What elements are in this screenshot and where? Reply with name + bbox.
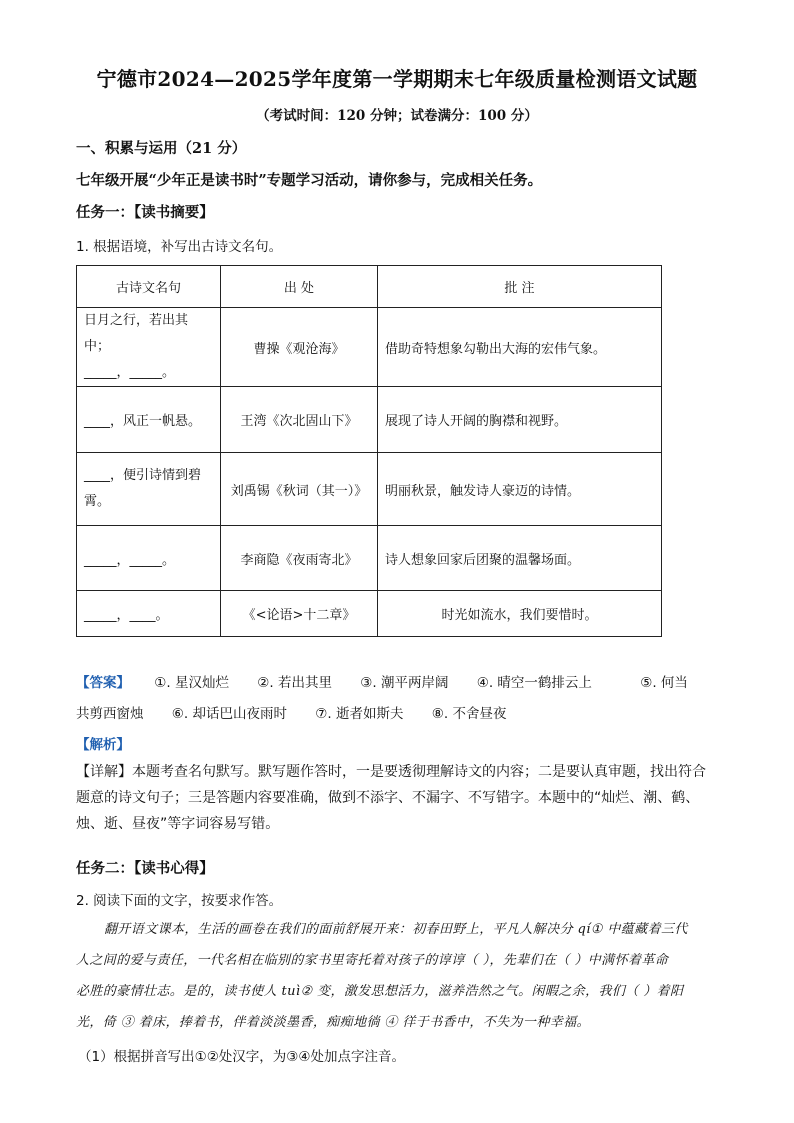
answer-item: ⑥. 却话巴山夜雨时 — [171, 706, 287, 722]
poem-line-cell: _____，_____。 — [77, 526, 221, 591]
answer-label: 【答案】 — [76, 675, 130, 691]
table-row — [77, 387, 662, 453]
answer-item: ⑤. 何当 — [640, 675, 688, 691]
note-cell: 明丽秋景，触发诗人豪迈的诗情。 — [378, 453, 662, 526]
source-cell: 李商隐《夜雨寄北》 — [221, 526, 378, 591]
table-header-row — [77, 266, 662, 308]
passage-line: 光，倚 ③ 着床，捧着书，伴着淡淡墨香，痴痴地徜 ④ 徉于书香中，不失为一种幸福。 — [76, 1015, 590, 1030]
poem-line-cell: _____，____。 — [77, 591, 221, 637]
answer-item: ②. 若出其里 — [257, 675, 332, 691]
table-row — [77, 526, 662, 591]
table-row — [77, 308, 662, 387]
poem-line-cell — [77, 453, 221, 526]
question2-prompt: 2. 阅读下面的文字，按要求作答。 — [76, 893, 283, 909]
section-heading: 一、积累与运用（21 分） — [76, 140, 247, 157]
source-cell: 刘禹锡《秋词（其一）》 — [221, 453, 378, 526]
note-cell: 诗人想象回家后团聚的温馨场面。 — [378, 526, 662, 591]
answer-line-1 — [76, 671, 694, 691]
analysis-line: 烛、逝、昼夜”等字词容易写错。 — [76, 816, 280, 832]
activity-intro: 七年级开展“少年正是读书时”专题学习活动，请你参与，完成相关任务。 — [76, 172, 543, 189]
answer-item: ①. 星汉灿烂 — [154, 675, 229, 691]
note-cell: 展现了诗人开阔的胸襟和视野。 — [378, 387, 662, 453]
poem-line: 日月之行，若出其中； — [84, 313, 189, 354]
analysis-label: 【解析】 — [76, 737, 130, 753]
source-cell: 曹操《观沧海》 — [221, 308, 378, 387]
answer-line-2 — [76, 702, 512, 722]
task2-heading: 任务二：【读书心得】 — [76, 860, 214, 877]
table-row — [77, 591, 662, 637]
poem-line-cell: ____，风正一帆悬。 — [77, 387, 221, 453]
poem-line: ____，便引诗情到碧 — [84, 468, 202, 483]
analysis-line: 【详解】本题考查名句默写。默写题作答时，一是要透彻理解诗文的内容；二是要认真审题，找出符合 — [76, 764, 706, 780]
column-header: 出 处 — [221, 266, 378, 308]
reading-passage — [76, 914, 722, 1038]
answer-item: ⑦. 逝者如斯夫 — [315, 706, 404, 722]
poem-table — [76, 265, 662, 637]
task1-heading: 任务一：【读书摘要】 — [76, 204, 214, 221]
poem-line: _____，_____。 — [84, 365, 176, 380]
source-cell: 《<论语>十二章》 — [221, 591, 378, 637]
question1-prompt: 1. 根据语境，补写出古诗文名句。 — [76, 239, 283, 255]
note-cell: 借助奇特想象勾勒出大海的宏伟气象。 — [378, 308, 662, 387]
column-header: 批 注 — [378, 266, 662, 308]
answer-item: ⑧. 不舍昼夜 — [431, 706, 507, 722]
poem-line-cell — [77, 308, 221, 387]
analysis-text — [76, 759, 716, 837]
answer-item: ③. 潮平两岸阔 — [360, 675, 449, 691]
column-header: 古诗文名句 — [77, 266, 221, 308]
passage-line: 人之间的爱与责任，一代名相在临别的家书里寄托着对孩子的谆谆（ ），先辈们在（ ）中满怀着革命 — [76, 953, 669, 968]
subquestion-1: （1）根据拼音写出①②处汉字，为③④处加点字注音。 — [78, 1049, 405, 1065]
source-cell: 王湾《次北固山下》 — [221, 387, 378, 453]
note-cell: 时光如流水，我们要惜时。 — [378, 591, 662, 637]
answer-item: 共剪西窗烛 — [76, 706, 144, 722]
table-row — [77, 453, 662, 526]
passage-line: 翻开语文课本，生活的画卷在我们的面前舒展开来：初春田野上，平凡人解决分 qí① 中蕴藏着三代 — [104, 922, 688, 937]
passage-line: 必胜的豪情壮志。是的，读书使人 tuì② 变，激发思想活力，滋养浩然之气。闲暇之余，我们（ ）着阳 — [76, 984, 684, 999]
answer-item: ④. 晴空一鹤排云上 — [476, 675, 592, 691]
poem-line: 霄。 — [84, 494, 111, 509]
analysis-line: 题意的诗文句子；三是答题内容要准确，做到不添字、不漏字、不写错字。本题中的“灿烂、潮、鹤、 — [76, 790, 700, 806]
exam-title: 宁德市2024—2025学年度第一学期期末七年级质量检测语文试题 — [96, 67, 698, 91]
exam-subtitle: （考试时间：120 分钟；试卷满分：100 分） — [256, 108, 538, 124]
